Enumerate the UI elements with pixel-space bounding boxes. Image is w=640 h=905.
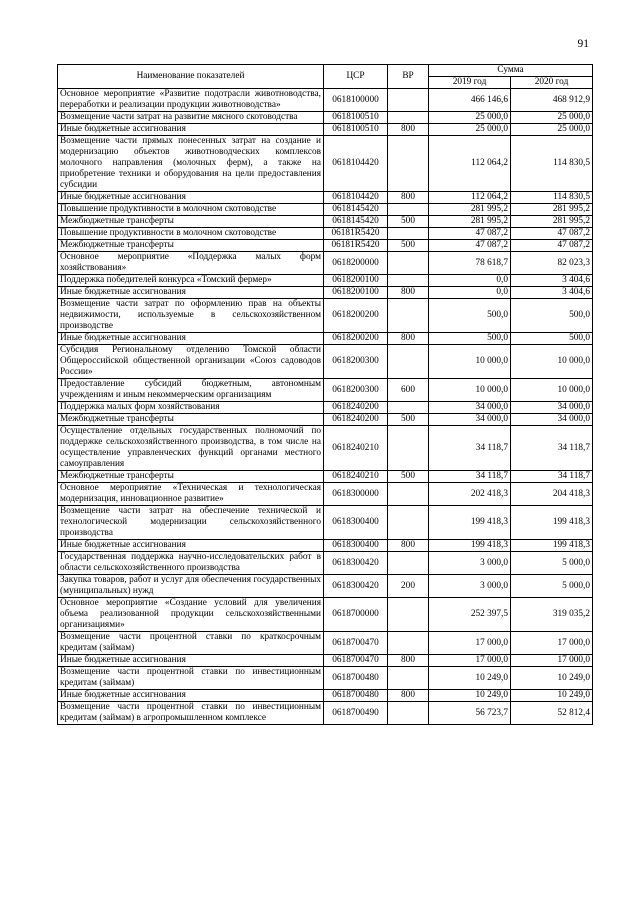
row-value-2019: 199 418,3 — [429, 506, 511, 540]
table-row — [58, 426, 593, 471]
row-name: Государственная поддержка научно-исследовательских работ в области сельскохозяйственного производства — [58, 552, 324, 575]
row-value-2019: 199 418,3 — [429, 540, 511, 552]
row-csr: 0618104420 — [324, 136, 388, 192]
row-vr — [388, 345, 429, 379]
row-name: Возмещение части прямых понесенных затрат на создание и модернизацию объектов животноводческих комплексов молочного направления (молочных ферм), а также на приобретение техники и оборудования на цели предоставления субсидии — [58, 136, 324, 192]
row-value-2019: 3 000,0 — [429, 552, 511, 575]
row-value-2019: 47 087,2 — [429, 228, 511, 240]
row-value-2019: 466 146,6 — [429, 89, 511, 112]
table-row — [58, 632, 593, 655]
row-value-2019: 0,0 — [429, 275, 511, 287]
table-row — [58, 275, 593, 287]
row-vr — [388, 632, 429, 655]
row-value-2020: 34 000,0 — [511, 402, 593, 414]
row-value-2020: 17 000,0 — [511, 632, 593, 655]
row-csr: 0618300400 — [324, 540, 388, 552]
row-vr — [388, 402, 429, 414]
table-row — [58, 345, 593, 379]
row-vr — [388, 598, 429, 632]
table-row — [58, 575, 593, 598]
row-value-2020: 199 418,3 — [511, 540, 593, 552]
row-vr: 800 — [388, 655, 429, 667]
row-csr: 0618240210 — [324, 426, 388, 471]
table-row — [58, 192, 593, 204]
row-value-2020: 199 418,3 — [511, 506, 593, 540]
row-value-2020: 204 418,3 — [511, 483, 593, 506]
table-row — [58, 690, 593, 702]
row-csr: 0618100510 — [324, 124, 388, 136]
row-value-2020: 34 118,7 — [511, 426, 593, 471]
row-value-2019: 10 249,0 — [429, 690, 511, 702]
row-vr: 800 — [388, 124, 429, 136]
table-row — [58, 204, 593, 216]
row-value-2020: 3 404,6 — [511, 287, 593, 299]
row-vr: 800 — [388, 287, 429, 299]
row-name: Закупка товаров, работ и услуг для обеспечения государственных (муниципальных) нужд — [58, 575, 324, 598]
row-name: Межбюджетные трансферты — [58, 216, 324, 228]
header-name: Наименование показателей — [58, 65, 324, 89]
row-csr: 0618200100 — [324, 287, 388, 299]
row-csr: 0618240210 — [324, 471, 388, 483]
row-value-2020: 82 023,3 — [511, 252, 593, 275]
row-vr — [388, 275, 429, 287]
header-year-2019: 2019 год — [429, 77, 511, 89]
row-value-2020: 319 035,2 — [511, 598, 593, 632]
table-row — [58, 240, 593, 252]
row-csr: 0618700000 — [324, 598, 388, 632]
row-vr — [388, 89, 429, 112]
row-name: Основное мероприятие «Создание условий для увеличения объема реализованной продукции сельскохозяйственными организациями» — [58, 598, 324, 632]
row-csr: 06181R5420 — [324, 240, 388, 252]
row-vr: 500 — [388, 240, 429, 252]
header-vr: ВР — [388, 65, 429, 89]
row-vr — [388, 112, 429, 124]
table-row — [58, 402, 593, 414]
row-csr: 0618700490 — [324, 702, 388, 725]
row-value-2020: 52 812,4 — [511, 702, 593, 725]
row-value-2019: 56 723,7 — [429, 702, 511, 725]
row-name: Осуществление отдельных государственных полномочий по поддержке сельскохозяйственного производства, в том числе на осуществление управленческих функций органами местного самоуправления — [58, 426, 324, 471]
row-value-2019: 500,0 — [429, 333, 511, 345]
row-csr: 0618104420 — [324, 192, 388, 204]
row-value-2020: 500,0 — [511, 333, 593, 345]
row-value-2020: 25 000,0 — [511, 112, 593, 124]
page-number: 91 — [577, 38, 589, 50]
table-row — [58, 702, 593, 725]
table-row — [58, 287, 593, 299]
header-year-2020: 2020 год — [511, 77, 593, 89]
table-row — [58, 667, 593, 690]
row-csr: 0618200300 — [324, 379, 388, 402]
row-value-2020: 3 404,6 — [511, 275, 593, 287]
row-value-2020: 47 087,2 — [511, 228, 593, 240]
row-value-2019: 25 000,0 — [429, 112, 511, 124]
row-value-2020: 281 995,2 — [511, 216, 593, 228]
row-name: Возмещение части процентной ставки по инвестиционным кредитам (займам) — [58, 667, 324, 690]
row-name: Поддержка малых форм хозяйствования — [58, 402, 324, 414]
row-vr — [388, 252, 429, 275]
row-vr — [388, 136, 429, 192]
row-vr: 600 — [388, 379, 429, 402]
row-csr: 0618145420 — [324, 204, 388, 216]
row-value-2019: 281 995,2 — [429, 204, 511, 216]
row-name: Возмещение части процентной ставки по краткосрочным кредитам (займам) — [58, 632, 324, 655]
row-csr: 0618240200 — [324, 402, 388, 414]
table-row — [58, 598, 593, 632]
row-value-2020: 34 118,7 — [511, 471, 593, 483]
table-row — [58, 552, 593, 575]
row-name: Предоставление субсидий бюджетным, автономным учреждениям и иным некоммерческим организациям — [58, 379, 324, 402]
header-sum: Сумма — [429, 65, 593, 77]
row-name: Повышение продуктивности в молочном скотоводстве — [58, 228, 324, 240]
row-name: Основное мероприятие «Поддержка малых форм хозяйствования» — [58, 252, 324, 275]
row-csr: 0618200000 — [324, 252, 388, 275]
row-value-2019: 34 000,0 — [429, 414, 511, 426]
row-vr: 200 — [388, 575, 429, 598]
row-value-2019: 17 000,0 — [429, 632, 511, 655]
row-name: Поддержка победителей конкурса «Томский фермер» — [58, 275, 324, 287]
row-value-2019: 112 064,2 — [429, 136, 511, 192]
row-name: Иные бюджетные ассигнования — [58, 333, 324, 345]
row-name: Межбюджетные трансферты — [58, 240, 324, 252]
row-value-2020: 468 912,9 — [511, 89, 593, 112]
table-row — [58, 471, 593, 483]
row-value-2019: 0,0 — [429, 287, 511, 299]
table-row — [58, 89, 593, 112]
row-vr: 500 — [388, 414, 429, 426]
row-value-2020: 10 000,0 — [511, 379, 593, 402]
row-vr — [388, 552, 429, 575]
table-row — [58, 124, 593, 136]
row-csr: 0618145420 — [324, 216, 388, 228]
row-vr — [388, 426, 429, 471]
row-name: Иные бюджетные ассигнования — [58, 655, 324, 667]
row-vr: 500 — [388, 216, 429, 228]
row-value-2019: 281 995,2 — [429, 216, 511, 228]
row-value-2019: 34 000,0 — [429, 402, 511, 414]
row-value-2020: 114 830,5 — [511, 192, 593, 204]
row-name: Возмещение части процентной ставки по инвестиционным кредитам (займам) в агропромышленном комплексе — [58, 702, 324, 725]
row-vr: 500 — [388, 471, 429, 483]
row-value-2020: 281 995,2 — [511, 204, 593, 216]
table-row — [58, 506, 593, 540]
row-csr: 0618200100 — [324, 275, 388, 287]
table-row — [58, 136, 593, 192]
row-vr — [388, 483, 429, 506]
row-vr: 800 — [388, 540, 429, 552]
table-row — [58, 252, 593, 275]
row-name: Возмещение части затрат на обеспечение технической и технологической модернизации сельскохозяйственного производства — [58, 506, 324, 540]
row-csr: 0618300400 — [324, 506, 388, 540]
row-csr: 0618700470 — [324, 655, 388, 667]
row-vr — [388, 506, 429, 540]
row-name: Иные бюджетные ассигнования — [58, 192, 324, 204]
table-row — [58, 483, 593, 506]
table-row — [58, 540, 593, 552]
row-value-2019: 25 000,0 — [429, 124, 511, 136]
table-row — [58, 379, 593, 402]
row-vr: 800 — [388, 690, 429, 702]
row-csr: 0618700470 — [324, 632, 388, 655]
row-csr: 0618200300 — [324, 345, 388, 379]
row-value-2020: 47 087,2 — [511, 240, 593, 252]
row-vr — [388, 204, 429, 216]
row-csr: 0618200200 — [324, 333, 388, 345]
row-value-2020: 500,0 — [511, 299, 593, 333]
table-row — [58, 299, 593, 333]
row-csr: 0618700480 — [324, 667, 388, 690]
row-value-2020: 17 000,0 — [511, 655, 593, 667]
table-row — [58, 216, 593, 228]
row-name: Межбюджетные трансферты — [58, 471, 324, 483]
row-value-2020: 5 000,0 — [511, 575, 593, 598]
row-value-2019: 47 087,2 — [429, 240, 511, 252]
row-vr: 800 — [388, 333, 429, 345]
row-vr: 800 — [388, 192, 429, 204]
row-value-2019: 112 064,2 — [429, 192, 511, 204]
row-name: Субсидия Региональному отделению Томской области Общероссийской общественной организации «Союз садоводов России» — [58, 345, 324, 379]
row-value-2019: 34 118,7 — [429, 426, 511, 471]
table-row — [58, 414, 593, 426]
row-csr: 06181R5420 — [324, 228, 388, 240]
row-vr — [388, 228, 429, 240]
row-csr: 0618300000 — [324, 483, 388, 506]
row-name: Иные бюджетные ассигнования — [58, 690, 324, 702]
row-csr: 0618240200 — [324, 414, 388, 426]
row-vr — [388, 702, 429, 725]
row-value-2020: 5 000,0 — [511, 552, 593, 575]
row-value-2020: 10 249,0 — [511, 667, 593, 690]
row-name: Возмещение части затрат на развитие мясного скотоводства — [58, 112, 324, 124]
row-value-2020: 34 000,0 — [511, 414, 593, 426]
row-name: Основное мероприятие «Развитие подотрасли животноводства, переработки и реализации продукции животноводства» — [58, 89, 324, 112]
row-name: Повышение продуктивности в молочном скотоводстве — [58, 204, 324, 216]
row-value-2019: 10 000,0 — [429, 345, 511, 379]
row-value-2019: 10 249,0 — [429, 667, 511, 690]
row-value-2019: 3 000,0 — [429, 575, 511, 598]
row-value-2019: 34 118,7 — [429, 471, 511, 483]
budget-table — [57, 64, 593, 725]
row-csr: 0618100510 — [324, 112, 388, 124]
row-csr: 0618300420 — [324, 552, 388, 575]
header-csr: ЦСР — [324, 65, 388, 89]
row-csr: 0618700480 — [324, 690, 388, 702]
row-name: Иные бюджетные ассигнования — [58, 287, 324, 299]
row-csr: 0618300420 — [324, 575, 388, 598]
row-csr: 0618200200 — [324, 299, 388, 333]
row-csr: 0618100000 — [324, 89, 388, 112]
row-value-2019: 202 418,3 — [429, 483, 511, 506]
table-row — [58, 333, 593, 345]
row-name: Межбюджетные трансферты — [58, 414, 324, 426]
row-value-2019: 78 618,7 — [429, 252, 511, 275]
row-value-2020: 114 830,5 — [511, 136, 593, 192]
row-value-2020: 25 000,0 — [511, 124, 593, 136]
row-name: Возмещение части затрат по оформлению прав на объекты недвижимости, используемые в сельскохозяйственном производстве — [58, 299, 324, 333]
row-name: Иные бюджетные ассигнования — [58, 540, 324, 552]
row-name: Иные бюджетные ассигнования — [58, 124, 324, 136]
row-value-2019: 17 000,0 — [429, 655, 511, 667]
row-vr — [388, 667, 429, 690]
table-row — [58, 228, 593, 240]
row-value-2020: 10 249,0 — [511, 690, 593, 702]
row-value-2019: 500,0 — [429, 299, 511, 333]
table-row — [58, 112, 593, 124]
row-value-2019: 10 000,0 — [429, 379, 511, 402]
row-value-2019: 252 397,5 — [429, 598, 511, 632]
row-name: Основное мероприятие «Техническая и технологическая модернизация, инновационное развитие» — [58, 483, 324, 506]
row-value-2020: 10 000,0 — [511, 345, 593, 379]
table-row — [58, 655, 593, 667]
row-vr — [388, 299, 429, 333]
